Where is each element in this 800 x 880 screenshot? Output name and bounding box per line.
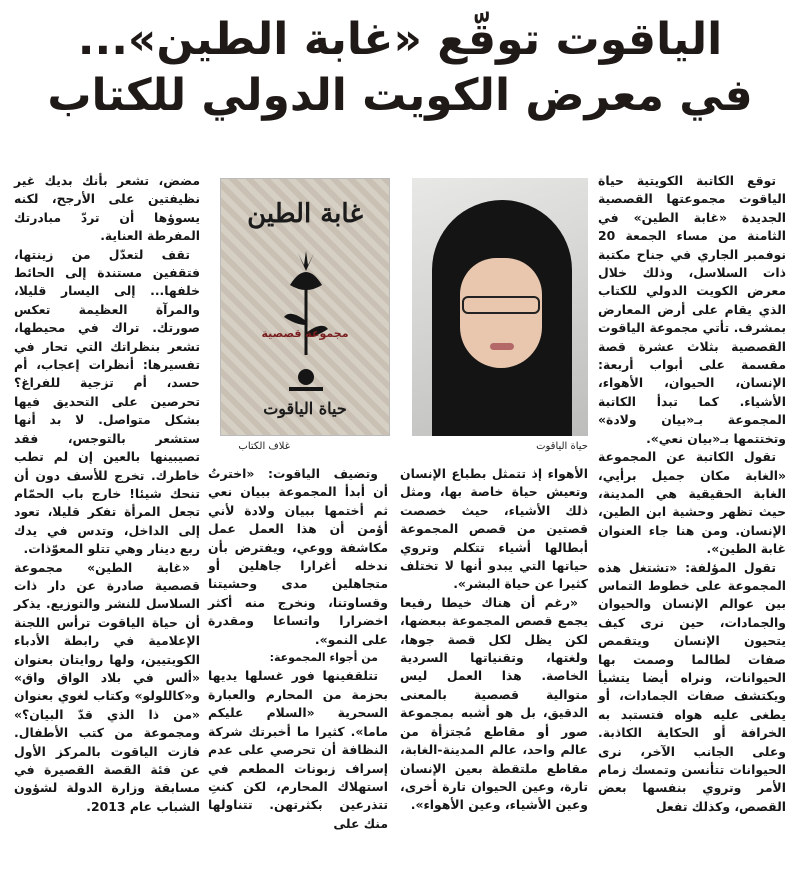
paragraph: وتضيف الياقوت: «اخترتُ أن أبدأ المجموعة ببيان نعي ثم أختمها ببيان ولادة لأني أؤمن أن هذا العمل عمل مكاشفة ووعي، ويفترض بأن ندخله أغرارا جاهلين أو متجاهلين مدى وحشيتنا وقساوتنا، ونخرج منه أكثر اخضرارا واتساعا ومقدرة على النمو». bbox=[208, 466, 388, 647]
article-column-4 bbox=[14, 172, 200, 872]
paragraph: الأهواء إذ تتمثل بطباع الإنسان وتعيش حياة خاصة بها، ومثل ذلك الأشياء، حيث خصصت قصتين من قصص المجموعة أبطالها أشياء تتكلم وتروي حياتها التي يبدو أنها لا تختلف كثيرا عن حياة البشر». bbox=[400, 466, 588, 592]
headline bbox=[10, 12, 790, 124]
author-photo bbox=[412, 178, 588, 436]
book-cover-author: حياة الياقوت bbox=[263, 399, 347, 418]
book-cover-caption: غلاف الكتاب bbox=[238, 441, 290, 452]
author-photo-caption: حياة الياقوت bbox=[536, 441, 588, 452]
paragraph: مضض، تشعر بأنك بديك غير نظيفتين على الأرجح، لكنه يسوؤها أن تردّ مبادرتك المفرطة العناية. bbox=[14, 173, 200, 244]
paragraph: تتلقفينها فور غسلها يديها بحزمة من المحارم والعبارة السحرية «السلام عليكم ماما». كثيرا ما أخبرتك شركة النظافة أن تحرصي على عدم إسراف زبونات المطعم في استهلاك المحارم، لكن كنتِ تتذرعين بكثرتهن. تتناولها منك على bbox=[208, 668, 388, 831]
paragraph: تقول المؤلفة: «تشتغل هذه المجموعة على خطوط التماس بين عوالم الإنسان والحيوان والجمادات، حين نرى كيف يتحيون الإنسان ويتقمص صفات لطالما وصمت بها الحيوانات، ونراه أيضا يتشيأ ويكتشف صفات الجمادات، أو يطغى عليه هواه فتستبد به الخرافة أو الحكاية الكاذبة. وعلى الجانب الآخر، نرى الحيوانات تتأنسن وتمسك زمام الأمر وتروي بنفسها بعض القصص، وكذلك تفعل bbox=[598, 559, 786, 814]
section-subhead: من أجواء المجموعة: bbox=[269, 651, 378, 665]
article-column-1 bbox=[598, 172, 786, 872]
paragraph: توقع الكاتبة الكويتية حياة الياقوت مجموعتها القصصية الجديدة «غابة الطين» في الثامنة من مساء الجمعة 20 نوفمبر الجاري في جناح مكتبة ذات السلاسل، وذلك خلال معرض الكويت الدولي للكتاب الذي يقام على أرض المعارض بمشرف. تأتي مجموعة الياقوت القصصية بثلاث عشرة قصة مقسمة على أبواب أربعة: الإنسان، الحيوان، الأهواء، الأشياء. كما تبدأ الكاتبة المجموعة بـ«بيان ولادة» وتختتمها بـ«بيان نعي». bbox=[598, 173, 786, 446]
flower-icon bbox=[276, 251, 336, 361]
book-cover-title: غابة الطين bbox=[247, 199, 363, 229]
book-cover-genre: مجموعة قصصية bbox=[261, 327, 349, 340]
paragraph: «رغم أن هناك خيطا رفيعا يجمع قصص المجموعة ببعضها، لكن يظل لكل قصة جوها، ولغتها، وتقنياتها السردية الخاصة. هذا العمل ليس متوالية قصصية بالمعنى الدقيق، بل هو أشبه بمجموعة صور أو مقاطع مُجتزأة من عالم واحد، عالم المدينة-الغابة، مقاطع ملتقطة بعين الإنسان تارة، وعين الحيوان تارة أخرى، وعين الأشياء، وعين الأهواء». bbox=[400, 594, 588, 813]
publisher-logo-icon bbox=[281, 367, 331, 393]
headline-line-2: في معرض الكويت الدولي للكتاب bbox=[47, 70, 753, 121]
article-column-2 bbox=[400, 465, 588, 875]
paragraph: «غابة الطين» مجموعة قصصية صادرة عن دار ذات السلاسل للنشر والتوزيع. يذكر أن حياة الياقوت ترأس اللجنة الإعلامية في رابطة الأدباء الكويتيين، ولها روايتان بعنوان «ألس في بلاد الواق واق» و«كاللولو» وكتاب لغوي بعنوان «من ذا الذي قدّ البيان؟» ومجموعة من كتب الأطفال. فازت الياقوت بالمركز الأول عن فئة القصة القصيرة في مسابقة وزارة الدولة لشؤون الشباب عام 2013. bbox=[14, 559, 200, 814]
article-column-3 bbox=[208, 465, 388, 875]
paragraph: تقف لتعدّل من زينتها، فتقفين مستندة إلى الحائط خلفها... إلى اليسار قليلا، والمرآة العظيمة تعكس صورتك. تراك في محيطها، تشعر بنظراتك التي تحار في تفسيرها: أنظرات إعجاب، أم حسد، أم تزجية للفراغ؟ تحرصين على التحديق فيها بشكل متواصل. لا بد أنها ستشعر بالتوجس، فقد تصيبينها بالعين إن لم تطب خاطرك. تخرج للأسف دون أن تنحك شيئا! خارج باب الحمّام تجعل المرأة تفكر قليلا، تعود إلى الداخل، وتدس في يدك ربع دينار وهي تتلو المعوّذات. bbox=[14, 246, 200, 557]
headline-line-1: الياقوت توقّع «غابة الطين»... bbox=[77, 14, 723, 65]
book-cover bbox=[220, 178, 390, 436]
paragraph: تقول الكاتبة عن المجموعة «الغابة مكان جميل برأيي، الغابة الحقيقية هي المدينة، حيث تظهر وحشية ابن الطين، الإنسان. ومن هنا جاء العنوان غابة الطين». bbox=[598, 449, 786, 557]
